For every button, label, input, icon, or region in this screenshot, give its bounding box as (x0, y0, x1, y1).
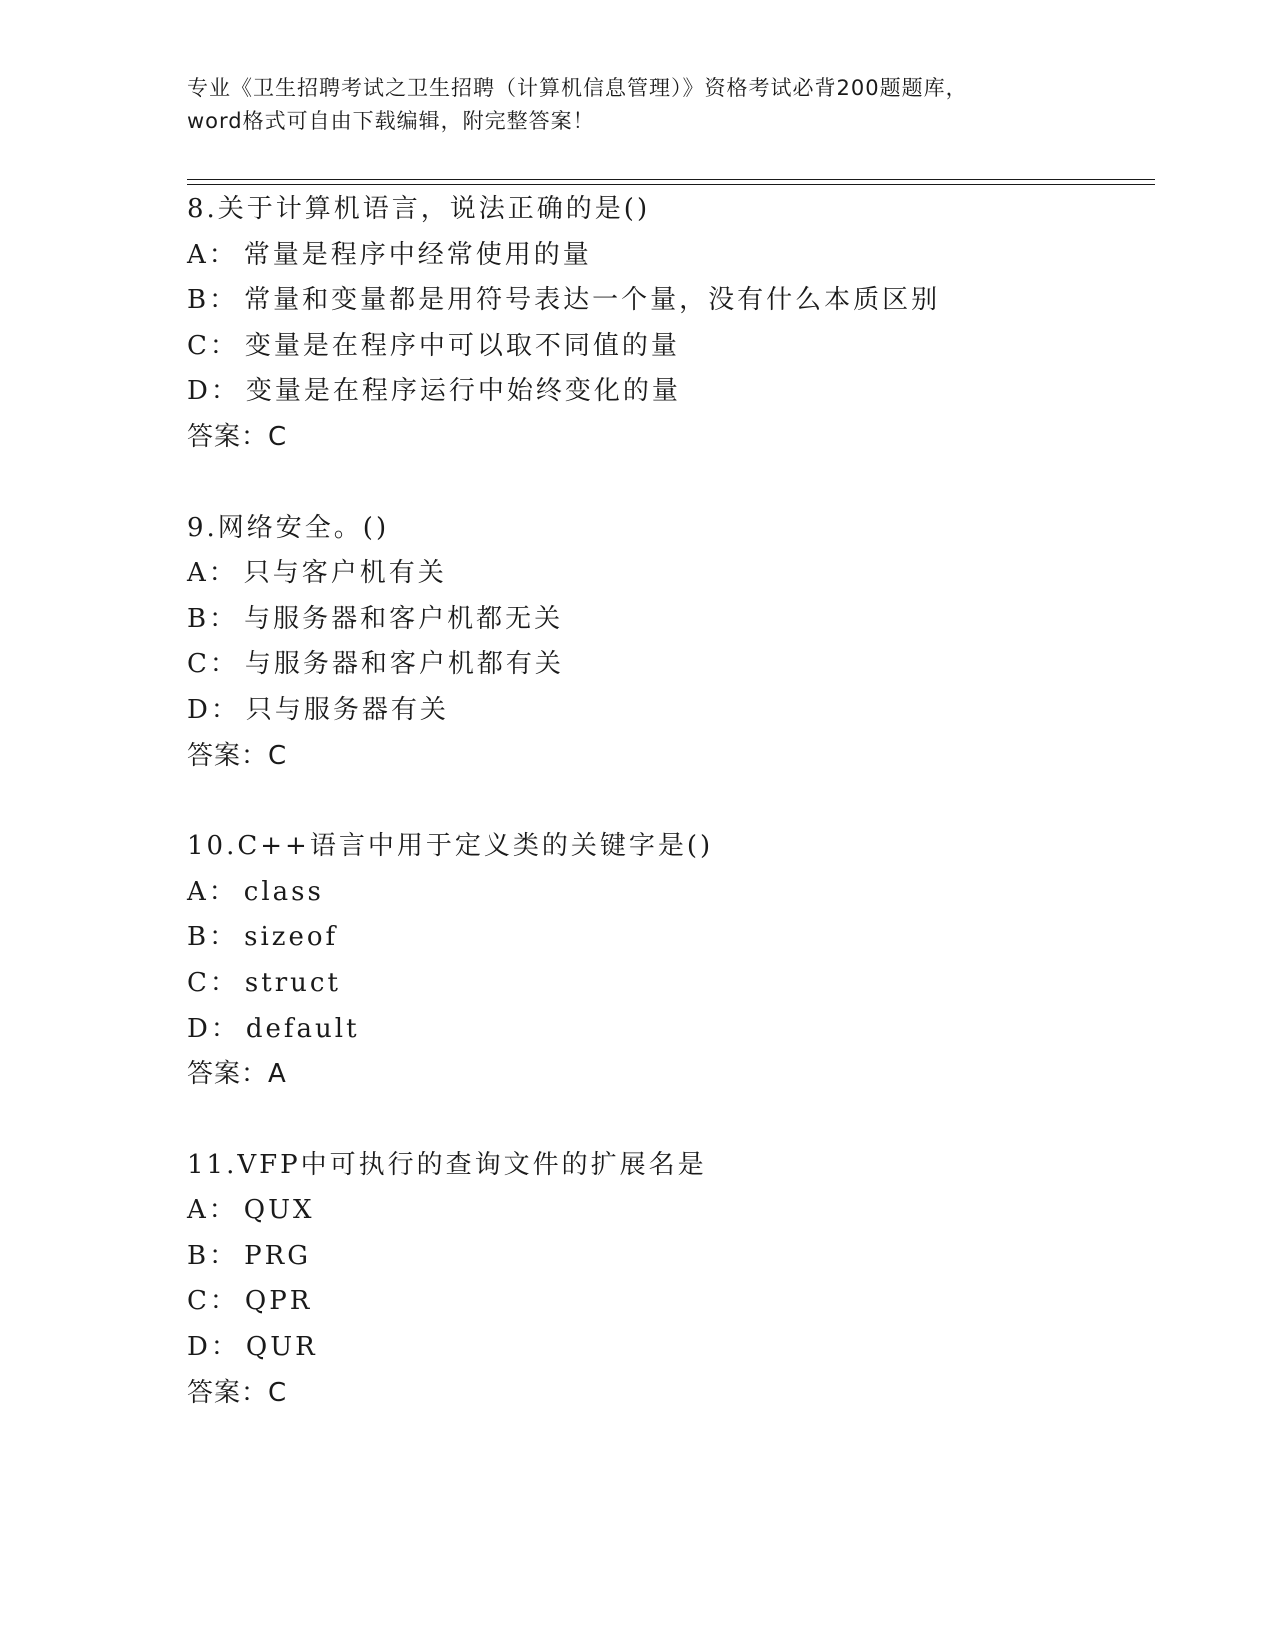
option-separator: ： (209, 922, 239, 953)
option-separator: ： (209, 1240, 239, 1271)
answer-label: 答案：C (187, 421, 288, 452)
option-letter: A (187, 876, 209, 907)
option-b (187, 597, 1147, 643)
option-letter: D (187, 694, 211, 725)
question-item (187, 1143, 1147, 1417)
option-letter: B (187, 285, 210, 316)
option-separator: ： (210, 694, 240, 725)
option-a (187, 233, 1147, 279)
option-text: sizeof (244, 922, 339, 953)
option-letter: A (187, 1195, 209, 1226)
option-text: 变量是在程序中可以取不同值的量 (244, 330, 680, 361)
option-c (187, 324, 1147, 370)
option-d (187, 1325, 1147, 1371)
option-b (187, 1234, 1147, 1280)
option-c (187, 1279, 1147, 1325)
option-b (187, 278, 1147, 324)
question-stem: 8.关于计算机语言，说法正确的是() (187, 194, 651, 224)
option-separator: ： (209, 1286, 239, 1317)
option-letter: D (187, 1013, 211, 1044)
option-letter: C (187, 1286, 210, 1317)
header-divider-top (187, 179, 1155, 180)
question-stem: 9.网络安全。() (187, 512, 390, 543)
header-line-1: 专业《卫生招聘考试之卫生招聘（计算机信息管理）》资格考试必背200题题库， (187, 76, 968, 100)
option-a (187, 870, 1147, 916)
option-a (187, 1188, 1147, 1234)
option-text: PRG (244, 1240, 311, 1271)
header-divider-bottom (187, 184, 1155, 185)
header-line-2: word格式可自由下载编辑，附完整答案！ (187, 109, 595, 133)
option-text: class (243, 876, 324, 907)
option-letter: C (187, 967, 210, 998)
option-separator: ： (209, 649, 239, 680)
option-letter: B (187, 1240, 210, 1271)
option-text: 常量和变量都是用符号表达一个量，没有什么本质区别 (244, 285, 941, 316)
option-text: struct (244, 967, 341, 998)
option-c (187, 642, 1147, 688)
option-text: 与服务器和客户机都有关 (244, 649, 564, 680)
option-separator: ： (208, 876, 238, 907)
question-item (187, 506, 1147, 780)
option-b (187, 915, 1147, 961)
option-text: QPR (244, 1286, 313, 1317)
option-letter: C (187, 649, 210, 680)
option-d (187, 1007, 1147, 1053)
option-separator: ： (209, 285, 239, 316)
option-a (187, 551, 1147, 597)
answer-label: 答案：C (187, 740, 288, 771)
option-text: default (245, 1013, 360, 1044)
option-d (187, 369, 1147, 415)
option-text: 与服务器和客户机都无关 (244, 603, 564, 634)
option-text: QUX (243, 1195, 315, 1226)
option-separator: ： (210, 376, 240, 407)
option-letter: C (187, 330, 210, 361)
option-separator: ： (208, 239, 238, 270)
option-text: 只与客户机有关 (243, 558, 447, 589)
option-letter: B (187, 603, 210, 634)
option-c (187, 961, 1147, 1007)
option-letter: B (187, 922, 210, 953)
option-d (187, 688, 1147, 734)
option-text: 常量是程序中经常使用的量 (243, 239, 592, 270)
document-header (187, 72, 1087, 138)
answer-label: 答案：A (187, 1059, 287, 1090)
option-letter: A (187, 239, 209, 270)
option-letter: D (187, 1332, 211, 1363)
question-stem: 10.C++语言中用于定义类的关键字是() (187, 831, 714, 862)
option-separator: ： (210, 1332, 240, 1363)
option-text: 变量是在程序运行中始终变化的量 (245, 376, 681, 407)
question-stem: 11.VFP中可执行的查询文件的扩展名是 (187, 1149, 707, 1180)
option-separator: ： (210, 1013, 240, 1044)
question-item (187, 824, 1147, 1098)
option-separator: ： (208, 1195, 238, 1226)
option-text: 只与服务器有关 (245, 694, 449, 725)
option-separator: ： (209, 603, 239, 634)
option-letter: D (187, 376, 211, 407)
option-separator: ： (208, 558, 238, 589)
question-list (187, 187, 1147, 1461)
option-letter: A (187, 558, 209, 589)
option-separator: ： (209, 330, 239, 361)
answer-label: 答案：C (187, 1377, 288, 1408)
option-text: QUR (245, 1332, 318, 1363)
option-separator: ： (209, 967, 239, 998)
question-item (187, 187, 1147, 461)
